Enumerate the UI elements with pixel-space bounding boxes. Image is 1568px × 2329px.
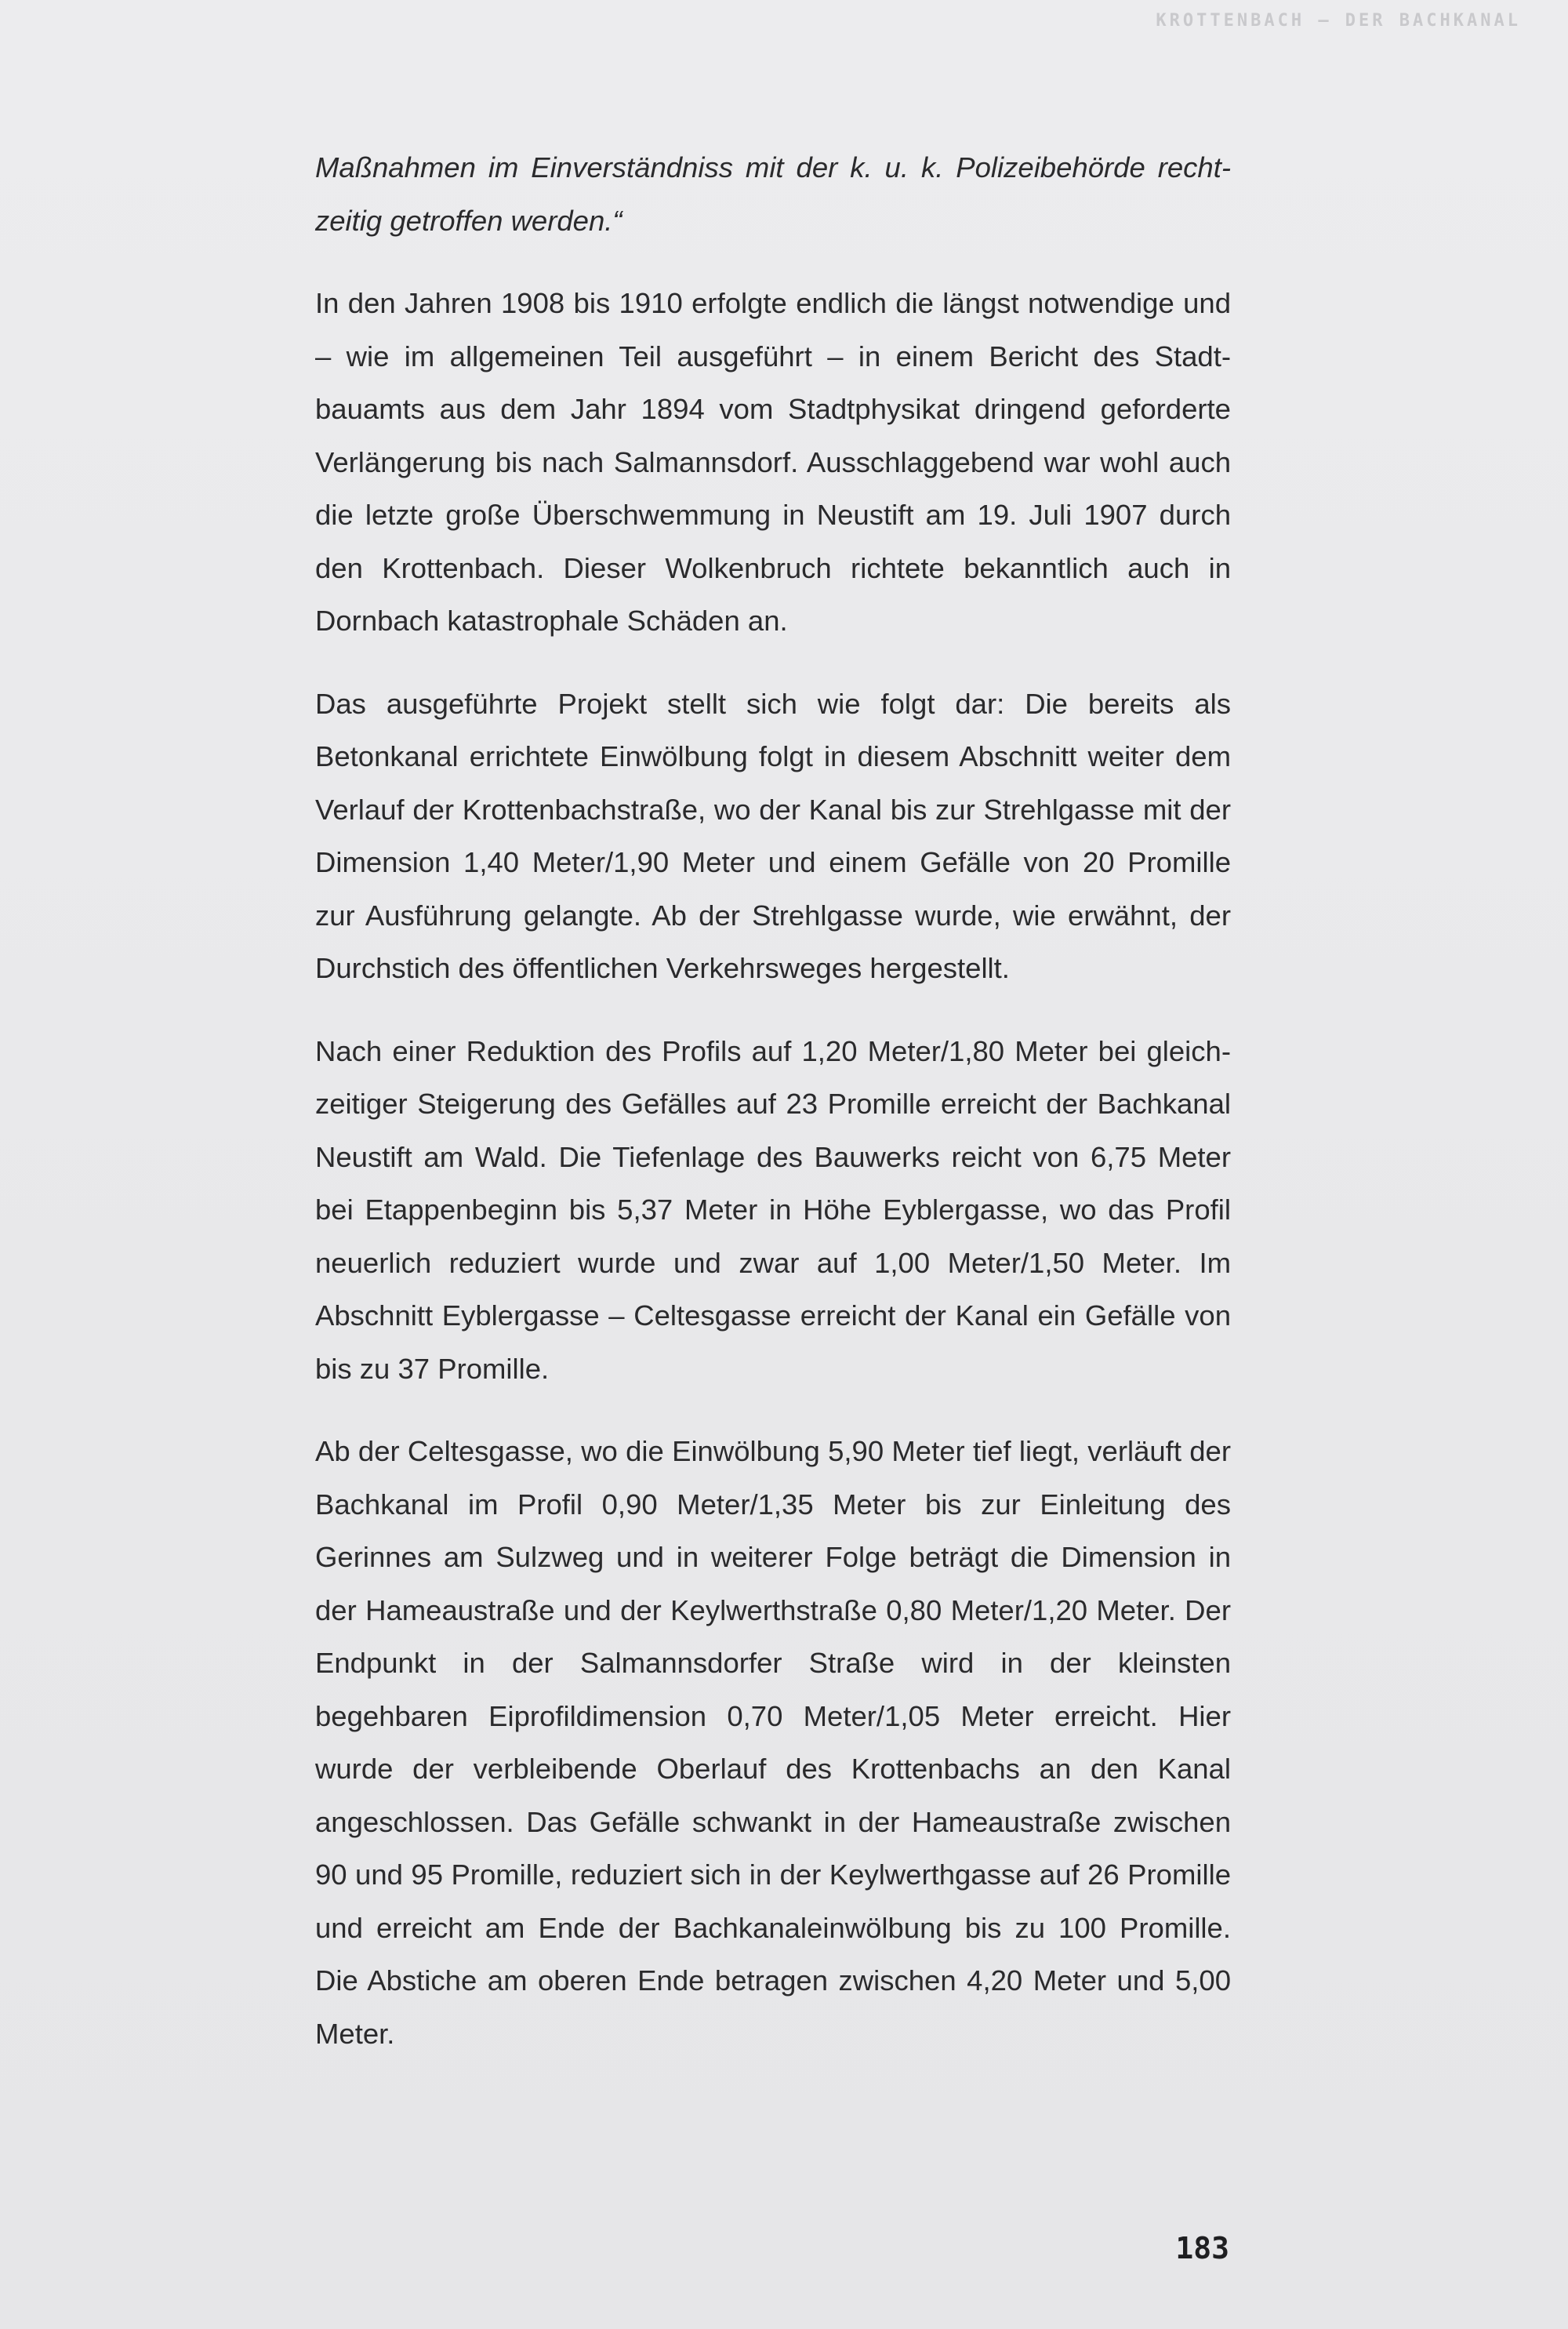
paragraph-profile-reduction: Nach einer Reduktion des Profils auf 1,20 Meter/1,80 Meter bei gleich-zeitiger Steigerung des Gefälles auf 23 Promille erreicht der Bachkanal Neustift am Wald. Die Tiefenlage des Bauwerks reicht von 6,75 Meter bei Etappenbeginn bis 5,37 Meter in Höhe Eyblergasse, wo das Profil neuerlich reduziert wurde und zwar auf 1,00 Meter/1,50 Meter. Im Abschnitt Eyblergasse – Celtesgasse erreicht der Kanal ein Gefälle von bis zu 37 Promille.: [315, 1034, 1231, 1385]
page-number: 183: [1175, 2231, 1229, 2265]
paragraph-quote-ending: Maßnahmen im Einverständniss mit der k. u. k. Polizeibehörde recht-zeitig getroffen werden.“: [315, 151, 1231, 237]
paragraph-extension-1908: In den Jahren 1908 bis 1910 erfolgte endlich die längst notwendige und – wie im allgemeinen Teil ausgeführt – in einem Bericht des Stadt-bauamts aus dem Jahr 1894 vom Stadtphysikat dringend geforderte Verlängerung bis nach Salmannsdorf. Ausschlaggebend war wohl auch die letzte große Überschwemmung in Neustift am 19. Juli 1907 durch den Krottenbach. Dieser Wolkenbruch richtete bekanntlich auch in Dornbach katastrophale Schäden an.: [315, 287, 1231, 637]
paragraph-celtesgasse-section: Ab der Celtesgasse, wo die Einwölbung 5,90 Meter tief liegt, verläuft der Bachkanal im Profil 0,90 Meter/1,35 Meter bis zur Einleitung des Gerinnes am Sulzweg und in weiterer Folge beträgt die Dimension in der Hameaustraße und der Keylwerthstraße 0,80 Meter/1,20 Meter. Der Endpunkt in der Salmannsdorfer Straße wird in der kleinsten begehbaren Eiprofildimension 0,70 Meter/1,05 Meter erreicht. Hier wurde der verbleibende Oberlauf des Krottenbachs an den Kanal angeschlossen. Das Gefälle schwankt in der Hameaustraße zwischen 90 und 95 Promille, reduziert sich in der Keylwerthgasse auf 26 Promille und erreicht am Ende der Bachkanaleinwölbung bis zu 100 Promille. Die Abstiche am oberen Ende betragen zwischen 4,20 Meter und 5,00 Meter.: [315, 1435, 1231, 2050]
body-text: [315, 141, 1231, 2090]
paragraph-project-description: Das ausgeführte Projekt stellt sich wie folgt dar: Die bereits als Betonkanal errichtete Einwölbung folgt in diesem Abschnitt weiter dem Verlauf der Krottenbachstraße, wo der Kanal bis zur Strehlgasse mit der Dimension 1,40 Meter/1,90 Meter und einem Gefälle von 20 Promille zur Ausführung gelangte. Ab der Strehlgasse wurde, wie erwähnt, der Durchstich des öffentlichen Verkehrsweges hergestellt.: [315, 687, 1231, 984]
running-head: KROTTENBACH – DER BACHKANAL: [1156, 11, 1521, 31]
